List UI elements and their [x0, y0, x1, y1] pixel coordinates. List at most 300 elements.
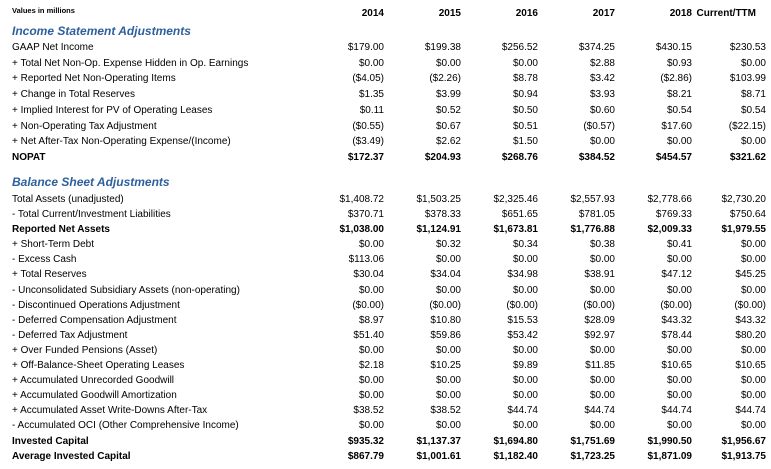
column-gap — [692, 403, 707, 418]
row-value: $8.71 — [740, 89, 766, 101]
column-gap — [538, 87, 549, 103]
row-value: $8.21 — [666, 89, 692, 101]
row-value: $0.00 — [512, 375, 538, 387]
column-gap — [692, 103, 707, 119]
row-label: GAAP Net Income — [12, 42, 94, 53]
row-value: $781.05 — [578, 209, 615, 221]
row-label: + Off-Balance-Sheet Operating Leases — [12, 360, 185, 372]
row-value: $0.00 — [358, 420, 384, 432]
row-value: $0.00 — [589, 375, 615, 387]
table-row — [0, 328, 766, 343]
table-row — [0, 222, 766, 237]
column-gap — [538, 328, 549, 343]
row-value: ($0.00) — [352, 299, 384, 311]
table-row — [0, 71, 766, 87]
column-header-2017: 2017 — [592, 8, 615, 19]
row-value: $0.94 — [512, 89, 538, 101]
row-label: + Total Reserves — [12, 269, 87, 281]
row-value: $1,913.75 — [721, 450, 766, 462]
table-row — [0, 103, 766, 119]
column-gap — [538, 134, 549, 150]
row-value: $0.00 — [589, 284, 615, 296]
column-gap — [692, 328, 707, 343]
row-value: $1,871.09 — [647, 450, 692, 462]
row-value: $43.32 — [661, 314, 692, 326]
column-gap — [615, 328, 626, 343]
row-value: $51.40 — [353, 329, 384, 341]
row-value: $0.00 — [740, 344, 766, 356]
row-value: $1,137.37 — [416, 435, 461, 447]
column-gap — [538, 358, 549, 373]
row-value: $38.91 — [584, 269, 615, 281]
column-gap — [538, 56, 549, 72]
column-gap — [538, 150, 549, 166]
row-value: $10.65 — [661, 360, 692, 372]
row-value: $43.32 — [735, 314, 766, 326]
column-gap — [615, 56, 626, 72]
row-value: $0.00 — [435, 57, 461, 69]
column-gap — [615, 267, 626, 282]
row-value: $0.38 — [589, 239, 615, 251]
column-gap — [615, 313, 626, 328]
column-header-2015: 2015 — [438, 8, 461, 19]
row-value: $44.74 — [584, 405, 615, 417]
row-value: ($0.00) — [660, 299, 692, 311]
row-value: $0.00 — [512, 344, 538, 356]
column-gap — [461, 40, 472, 56]
row-value: $15.53 — [507, 314, 538, 326]
column-gap — [384, 388, 395, 403]
column-gap — [615, 343, 626, 358]
row-value: $30.04 — [353, 269, 384, 281]
row-value: $1,503.25 — [416, 194, 461, 205]
row-value: $769.33 — [655, 209, 692, 221]
column-gap — [615, 298, 626, 313]
row-label: Total Assets (unadjusted) — [12, 194, 124, 205]
column-gap — [615, 237, 626, 252]
column-gap — [692, 207, 707, 222]
row-value: $0.00 — [435, 284, 461, 296]
column-gap — [461, 207, 472, 222]
row-value: $3.99 — [435, 89, 461, 101]
column-gap — [461, 267, 472, 282]
column-gap — [384, 358, 395, 373]
row-value: $1,124.91 — [416, 224, 461, 236]
row-value: $256.52 — [501, 42, 538, 53]
column-gap — [461, 373, 472, 388]
row-value: $0.51 — [512, 120, 538, 132]
row-label: - Discontinued Operations Adjustment — [12, 299, 180, 311]
column-gap — [538, 403, 549, 418]
row-value: $38.52 — [430, 405, 461, 417]
column-gap — [384, 103, 395, 119]
column-gap — [461, 403, 472, 418]
row-value: $2,557.93 — [570, 194, 615, 205]
row-value: $3.93 — [589, 89, 615, 101]
table-row — [0, 449, 766, 464]
column-gap — [461, 252, 472, 267]
row-label: + Non-Operating Tax Adjustment — [12, 120, 157, 132]
row-value: $0.60 — [589, 104, 615, 116]
row-value: $0.00 — [435, 390, 461, 402]
row-value: $0.00 — [358, 239, 384, 251]
row-value: $0.00 — [666, 420, 692, 432]
column-gap — [538, 283, 549, 298]
column-gap — [538, 267, 549, 282]
row-value: $2.62 — [435, 136, 461, 148]
row-value: $10.25 — [430, 360, 461, 372]
column-gap — [461, 418, 472, 433]
column-gap — [384, 313, 395, 328]
column-gap — [384, 283, 395, 298]
row-label: - Unconsolidated Subsidiary Assets (non-operating) — [12, 284, 240, 296]
column-gap — [615, 418, 626, 433]
row-label: + Accumulated Asset Write-Downs After-Tax — [12, 405, 208, 417]
row-label: Average Invested Capital — [12, 450, 131, 462]
row-value: $0.00 — [589, 344, 615, 356]
row-value: $0.67 — [435, 120, 461, 132]
row-value: $0.00 — [435, 375, 461, 387]
row-value: $374.25 — [578, 42, 615, 53]
row-value: $0.00 — [358, 390, 384, 402]
column-gap — [692, 418, 707, 433]
table-row — [0, 388, 766, 403]
column-gap — [615, 192, 626, 207]
column-gap — [538, 343, 549, 358]
column-gap — [615, 119, 626, 135]
row-value: $1,776.88 — [570, 224, 615, 236]
column-gap — [461, 87, 472, 103]
column-gap — [692, 150, 707, 166]
column-gap — [461, 434, 472, 449]
column-gap — [692, 283, 707, 298]
table-row — [0, 207, 766, 222]
column-gap — [461, 222, 472, 237]
row-value: $3.42 — [589, 73, 615, 85]
table-row — [0, 373, 766, 388]
column-gap — [461, 328, 472, 343]
table-row — [0, 434, 766, 449]
row-value: $1.50 — [512, 136, 538, 148]
table-row — [0, 119, 766, 135]
row-value: $0.00 — [740, 375, 766, 387]
row-value: $8.97 — [358, 314, 384, 326]
row-value: $0.54 — [740, 104, 766, 116]
row-value: ($22.15) — [728, 120, 766, 132]
row-value: $47.12 — [661, 269, 692, 281]
column-gap — [615, 434, 626, 449]
column-gap — [692, 40, 707, 56]
table-row — [0, 237, 766, 252]
column-gap — [384, 56, 395, 72]
column-gap — [615, 252, 626, 267]
column-gap — [615, 222, 626, 237]
row-value: $0.34 — [512, 239, 538, 251]
row-value: $230.53 — [729, 42, 766, 53]
table-row — [0, 313, 766, 328]
table-row — [0, 192, 766, 207]
row-label: + Net After-Tax Non-Operating Expense/(Income) — [12, 136, 231, 148]
row-value: $454.57 — [655, 151, 692, 163]
column-gap — [615, 71, 626, 87]
row-label: - Total Current/Investment Liabilities — [12, 209, 171, 221]
row-label: + Short-Term Debt — [12, 239, 94, 251]
column-gap — [615, 283, 626, 298]
column-gap — [461, 56, 472, 72]
row-label: - Deferred Tax Adjustment — [12, 329, 128, 341]
column-gap — [538, 252, 549, 267]
column-gap — [538, 71, 549, 87]
column-gap — [615, 134, 626, 150]
column-gap — [538, 103, 549, 119]
row-value: $2.18 — [358, 360, 384, 372]
column-gap — [692, 119, 707, 135]
column-gap — [384, 343, 395, 358]
row-value: $0.00 — [358, 57, 384, 69]
row-value: $103.99 — [729, 73, 766, 85]
column-gap — [384, 40, 395, 56]
row-value: $2.88 — [589, 57, 615, 69]
column-gap — [538, 40, 549, 56]
column-header-row — [0, 4, 771, 20]
row-value: ($0.00) — [429, 299, 461, 311]
row-value: ($0.00) — [583, 299, 615, 311]
row-value: $935.32 — [347, 435, 384, 447]
row-value: $1,182.40 — [493, 450, 538, 462]
column-gap — [461, 192, 472, 207]
row-value: $34.04 — [430, 269, 461, 281]
column-gap — [692, 267, 707, 282]
row-value: ($0.00) — [506, 299, 538, 311]
column-gap — [692, 71, 707, 87]
row-label: Reported Net Assets — [12, 224, 110, 236]
column-gap — [538, 298, 549, 313]
row-value: $172.37 — [347, 151, 384, 163]
row-value: $44.74 — [507, 405, 538, 417]
row-value: $0.00 — [740, 420, 766, 432]
column-gap — [461, 358, 472, 373]
row-value: $0.00 — [358, 344, 384, 356]
column-gap — [615, 358, 626, 373]
row-label: - Accumulated OCI (Other Comprehensive Income) — [12, 420, 239, 432]
row-value: $1,956.67 — [721, 435, 766, 447]
column-gap — [461, 313, 472, 328]
row-value: $2,325.46 — [493, 194, 538, 205]
row-label: + Total Net Non-Op. Expense Hidden in Op. Earnings — [12, 57, 249, 69]
column-gap — [384, 328, 395, 343]
income-statement-table — [0, 40, 766, 166]
row-value: $1.35 — [358, 89, 384, 101]
column-gap — [692, 388, 707, 403]
column-gap — [615, 388, 626, 403]
row-value: $0.11 — [359, 104, 384, 116]
column-gap — [692, 313, 707, 328]
column-gap — [615, 449, 626, 464]
row-value: $0.00 — [435, 254, 461, 266]
row-value: $0.00 — [358, 375, 384, 387]
column-gap — [538, 119, 549, 135]
row-value: $34.98 — [507, 269, 538, 281]
row-value: $0.50 — [512, 104, 538, 116]
row-value: $0.00 — [589, 390, 615, 402]
row-label: + Accumulated Goodwill Amortization — [12, 390, 177, 402]
row-value: $53.42 — [507, 329, 538, 341]
row-value: $78.44 — [661, 329, 692, 341]
column-gap — [692, 358, 707, 373]
column-gap — [461, 343, 472, 358]
balance-sheet-title: Balance Sheet Adjustments — [12, 175, 170, 189]
row-value: $1,694.80 — [493, 435, 538, 447]
column-gap — [384, 222, 395, 237]
row-value: $0.00 — [740, 390, 766, 402]
row-value: $199.38 — [424, 42, 461, 53]
row-value: $204.93 — [424, 151, 461, 163]
row-value: $750.64 — [729, 209, 766, 221]
row-value: $44.74 — [735, 405, 766, 417]
row-value: ($2.26) — [429, 73, 461, 85]
row-value: ($3.49) — [352, 136, 384, 148]
row-value: $113.06 — [348, 254, 384, 266]
column-header-2016: 2016 — [515, 8, 538, 19]
column-header-2018: 2018 — [669, 8, 692, 19]
table-row — [0, 40, 766, 56]
row-value: ($0.55) — [352, 120, 384, 132]
column-gap — [615, 207, 626, 222]
column-gap — [692, 434, 707, 449]
row-value: ($4.05) — [352, 73, 384, 85]
row-label: + Over Funded Pensions (Asset) — [12, 344, 158, 356]
column-gap — [461, 237, 472, 252]
row-value: $0.00 — [589, 254, 615, 266]
column-gap — [384, 373, 395, 388]
row-value: $867.79 — [347, 450, 384, 462]
column-gap — [538, 373, 549, 388]
row-value: $430.15 — [655, 42, 692, 53]
row-value: $11.85 — [585, 360, 615, 372]
column-gap — [692, 56, 707, 72]
row-value: $0.00 — [740, 57, 766, 69]
row-value: $1,751.69 — [570, 435, 615, 447]
column-gap — [461, 103, 472, 119]
row-value: $370.71 — [347, 209, 384, 221]
column-gap — [384, 403, 395, 418]
column-gap — [692, 373, 707, 388]
row-label: NOPAT — [12, 151, 46, 163]
row-value: $44.74 — [661, 405, 692, 417]
row-value: $0.00 — [666, 375, 692, 387]
row-value: $17.60 — [661, 120, 692, 132]
row-value: ($0.57) — [583, 120, 615, 132]
row-label: + Change in Total Reserves — [12, 89, 135, 101]
row-value: $1,408.72 — [339, 194, 384, 205]
row-value: $9.89 — [512, 360, 538, 372]
table-row — [0, 298, 766, 313]
row-label: + Implied Interest for PV of Operating Leases — [12, 104, 213, 116]
row-value: $0.00 — [512, 284, 538, 296]
row-value: $1,723.25 — [570, 450, 615, 462]
row-value: $651.65 — [501, 209, 538, 221]
row-label: - Deferred Compensation Adjustment — [12, 314, 177, 326]
column-header-current-ttm: Current/TTM — [696, 8, 756, 19]
row-value: $179.00 — [347, 42, 384, 53]
column-gap — [384, 434, 395, 449]
column-gap — [538, 388, 549, 403]
row-value: $0.00 — [512, 390, 538, 402]
row-value: $0.41 — [666, 239, 692, 251]
row-value: $2,778.66 — [647, 194, 692, 205]
row-value: $1,673.81 — [493, 224, 538, 236]
column-header-2014: 2014 — [361, 8, 384, 19]
row-value: $0.00 — [666, 254, 692, 266]
column-gap — [538, 222, 549, 237]
column-gap — [538, 237, 549, 252]
row-value: $268.76 — [501, 151, 538, 163]
row-value: $0.00 — [358, 284, 384, 296]
row-value: $2,009.33 — [647, 224, 692, 236]
row-value: $0.00 — [512, 254, 538, 266]
row-value: $45.25 — [735, 269, 766, 281]
row-value: $59.86 — [430, 329, 461, 341]
row-value: $10.80 — [430, 314, 461, 326]
row-value: $1,038.00 — [339, 224, 384, 236]
column-gap — [538, 449, 549, 464]
row-value: $0.32 — [435, 239, 461, 251]
column-gap — [538, 418, 549, 433]
table-row — [0, 283, 766, 298]
row-value: $0.52 — [435, 104, 461, 116]
row-value: $0.00 — [589, 136, 615, 148]
column-gap — [384, 87, 395, 103]
table-row — [0, 343, 766, 358]
row-label: Invested Capital — [12, 435, 89, 447]
row-value: $8.78 — [512, 73, 538, 85]
column-gap — [461, 449, 472, 464]
column-gap — [384, 71, 395, 87]
row-label: - Excess Cash — [12, 254, 77, 266]
row-value: $0.00 — [435, 420, 461, 432]
row-value: $0.00 — [512, 57, 538, 69]
row-value: $384.52 — [578, 151, 615, 163]
row-value: $10.65 — [735, 360, 766, 372]
column-gap — [461, 134, 472, 150]
column-gap — [615, 87, 626, 103]
row-value: $378.33 — [424, 209, 461, 221]
column-gap — [461, 298, 472, 313]
column-gap — [384, 252, 395, 267]
table-row — [0, 267, 766, 282]
income-statement-title: Income Statement Adjustments — [12, 24, 191, 38]
column-gap — [615, 403, 626, 418]
column-gap — [384, 418, 395, 433]
column-gap — [692, 252, 707, 267]
row-value: $0.00 — [435, 344, 461, 356]
row-value: $2,730.20 — [721, 194, 766, 205]
column-gap — [461, 71, 472, 87]
row-value: $0.00 — [740, 284, 766, 296]
row-value: $0.00 — [666, 344, 692, 356]
column-gap — [692, 449, 707, 464]
row-value: $0.00 — [740, 239, 766, 251]
row-value: $0.00 — [740, 136, 766, 148]
row-value: $0.00 — [666, 284, 692, 296]
balance-sheet-table — [0, 192, 766, 464]
row-value: $321.62 — [729, 151, 766, 163]
row-value: $1,001.61 — [416, 450, 461, 462]
row-value: $92.97 — [584, 329, 615, 341]
row-value: $0.54 — [666, 104, 692, 116]
column-gap — [615, 150, 626, 166]
column-gap — [384, 207, 395, 222]
